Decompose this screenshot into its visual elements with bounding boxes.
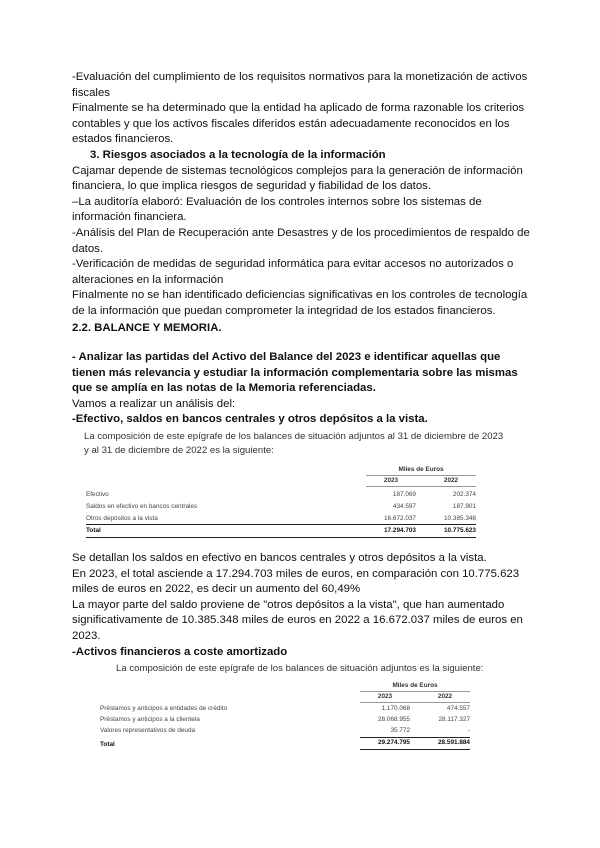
table-row: Otros depósitos a la vista	[86, 515, 158, 522]
paragraph: -Verificación de medidas de seguridad informática para evitar accesos no autorizados o alteraciones en la información	[72, 258, 514, 286]
table2-intro: La composición de este epígrafe de los balances de situación adjuntos es la siguiente:	[116, 663, 484, 674]
table-row: Valores representativos de deuda	[100, 727, 196, 734]
table-cell: 28.117.327	[438, 716, 470, 723]
paragraph-bold: -Efectivo, saldos en bancos centrales y otros depósitos a la vista.	[72, 413, 428, 426]
paragraph-bold: -Activos financieros a coste amortizado	[72, 645, 288, 658]
table-row: Préstamos y anticipos a entidades de crédito	[100, 705, 228, 712]
table-cell: 16.672.037	[384, 515, 416, 522]
table-cell: 474.557	[446, 705, 470, 712]
divider	[366, 486, 476, 487]
subheading-riesgos-tecnologia: 3. Riesgos asociados a la tecnología de la información	[90, 148, 386, 161]
table-cell: 28.068.955	[378, 716, 410, 723]
table-cell: 10.385.348	[444, 515, 476, 522]
table1-year-2023: 2023	[383, 477, 399, 484]
paragraph: La mayor parte del saldo proviene de "otros depósitos a la vista", que han aumentado significativamente de 10.385.348 miles de euros en 2022 a 16.672.037 miles de euros en 2023.	[72, 598, 523, 642]
divider	[360, 737, 470, 738]
paragraph: -Análisis del Plan de Recuperación ante Desastres y de los procedimientos de respaldo de datos.	[72, 226, 530, 255]
section-title: 2.2. BALANCE Y MEMORIA.	[72, 322, 222, 334]
paragraph: Vamos a realizar un análisis del:	[72, 397, 236, 410]
table2	[100, 682, 470, 757]
table1-intro: La composición de este epígrafe de los balances de situación adjuntos al 31 de diciembre de 2023 y al 31 de diciembre de 2022 es la siguiente:	[84, 431, 504, 456]
divider	[360, 749, 470, 750]
paragraph: Cajamar depende de sistemas tecnológicos complejos para la generación de información financiera, lo que implica riesgos de seguridad y fiabilidad de los datos.	[72, 164, 523, 193]
paragraph: En 2023, el total asciende a 17.294.703 miles de euros, en comparación con 10.775.623 miles de euros en 2022, es decir un aumento del 60,49%	[72, 567, 520, 596]
table-row: Efectivo	[86, 491, 109, 498]
table-cell: 1.170.068	[381, 705, 410, 712]
paragraph-bold: - Analizar las partidas del Activo del Balance del 2023 e identificar aquellas que tienen más relevancia y estudiar la información complementaria sobre las mismas que se amplía en las notas de la Memoria referenciadas.	[72, 351, 518, 395]
table-cell: 29.274.795	[378, 739, 410, 746]
divider	[86, 524, 476, 525]
table-total-row: Total	[86, 527, 101, 534]
paragraph: Finalmente no se han identificado deficiencias significativas en los controles de tecnología de la información que puedan comprometer la integridad de los estados financieros.	[72, 289, 528, 317]
text-block-1	[72, 70, 532, 320]
divider	[360, 691, 470, 692]
paragraph: Se detallan los saldos en efectivo en bancos centrales y otros depósitos a la vista.	[72, 552, 487, 564]
text-block-3	[72, 551, 532, 660]
table-row: Préstamos y anticipos a la clientela	[100, 716, 200, 723]
table2-year-2022: 2022	[437, 693, 453, 700]
paragraph: -Evaluación del cumplimiento de los requisitos normativos para la monetización de activos fiscales	[72, 71, 528, 99]
table1-year-2022: 2022	[443, 477, 459, 484]
text-block-2	[72, 350, 532, 428]
divider	[366, 475, 476, 476]
divider	[360, 702, 470, 703]
table-cell: 187.901	[452, 503, 476, 510]
paragraph: –La auditoría elaboró: Evaluación de los controles internos sobre los sistemas de información financiera.	[72, 195, 482, 224]
table-cell: 202.374	[452, 491, 476, 498]
table-row: Saldos en efectivo en bancos centrales	[86, 503, 198, 510]
table-cell: 17.294.703	[384, 527, 416, 534]
table1	[86, 466, 476, 541]
table2-year-2023: 2023	[377, 693, 393, 700]
table-cell: 28.591.884	[438, 739, 470, 746]
divider	[86, 537, 476, 538]
table-cell: 35.772	[390, 727, 410, 734]
table-cell: -	[467, 727, 470, 734]
table-cell: 10.775.623	[444, 527, 476, 534]
table-cell: 434.597	[392, 503, 416, 510]
table-total-row: Total	[100, 741, 115, 748]
table2-unit: Miles de Euros	[392, 682, 438, 689]
paragraph: Finalmente se ha determinado que la entidad ha aplicado de forma razonable los criterios contables y que los activos fiscales diferidos están adecuadamente reconocidos en los estados financieros.	[72, 102, 525, 146]
table1-unit: Miles de Euros	[398, 466, 444, 473]
table-cell: 187.069	[392, 491, 416, 498]
